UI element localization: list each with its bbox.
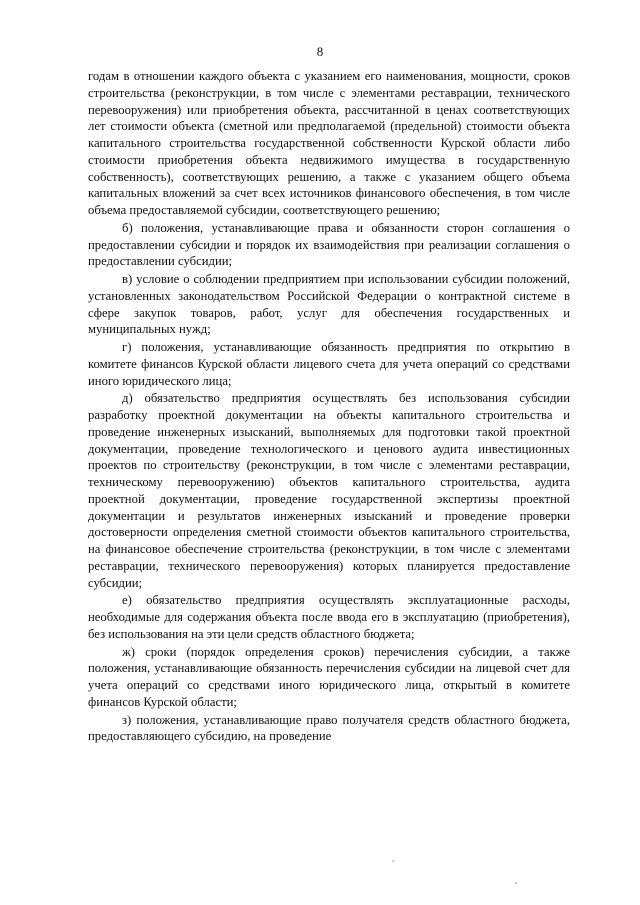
scan-speck [515,882,517,884]
paragraph-item-z: з) положения, устанавливающие право получателя средств областного бюджета, предоставляющего субсидию, на проведение [88,712,570,744]
paragraph-item-e: е) обязательство предприятия осуществлять эксплуатационные расходы, необходимые для содержания объекта после ввода его в эксплуатацию (приобретения), без использования на эти цели средств областного бюджета; [88,593,570,641]
page-number: 8 [316,44,324,59]
document-body [88,68,570,745]
paragraph-item-g: г) положения, устанавливающие обязанность предприятия по открытию в комитете финансов Курской области лицевого счета для учета операций со средствами иного юридического лица; [88,340,570,388]
paragraph-continuation: годам в отношении каждого объекта с указанием его наименования, мощности, сроков строительства (реконструкции, в том числе с элементами реставрации, технического перевооружения) или приобретения объекта, рассчитанной в ценах соответствующих лет стоимости объекта (сметной или предполагаемой (предельной) стоимости объекта капитального строительства государственной собственности Курской области либо стоимости приобретения объекта недвижимого имущества в государственную собственность), соответствующих решению, а также с указанием общего объема капитальных вложений за счет всех источников финансового обеспечения, в том числе объема предоставляемой субсидии, соответствующего решению; [88,69,570,217]
paragraph-item-d: д) обязательство предприятия осуществлять без использования субсидии разработку проектной документации на объекты капитального строительства и проведение инженерных изысканий, выполняемых для подготовки такой проектной документации, проведение технологического и ценового аудита инвестиционных проектов по строительству (реконструкции, в том числе с элементами реставрации, техническому перевооружению) объектов капитального строительства, аудита проектной документации, проведение государственной экспертизы проектной документации и результатов инженерных изысканий и проведение проверки достоверности определения сметной стоимости объектов капитального строительства, на финансовое обеспечение строительства (реконструкции, в том числе с элементами реставрации, технического перевооружения) которых планируется предоставление субсидии; [88,391,570,590]
paragraph-item-v: в) условие о соблюдении предприятием при использовании субсидии положений, установленных законодательством Российской Федерации о контрактной системе в сфере закупок товаров, работ, услуг для обеспечения государственных и муниципальных нужд; [88,272,570,337]
paragraph-item-b: б) положения, устанавливающие права и обязанности сторон соглашения о предоставлении субсидии и порядок их взаимодействия при реализации соглашения о предоставлении субсидии; [88,220,570,269]
paragraph-item-zh: ж) сроки (порядок определения сроков) перечисления субсидии, а также положения, устанавливающие обязанность перечисления субсидии на лицевой счет для учета операций со средствами иного юридического лица, открытый в комитете финансов Курской области; [88,644,570,709]
scan-speck [392,860,394,862]
